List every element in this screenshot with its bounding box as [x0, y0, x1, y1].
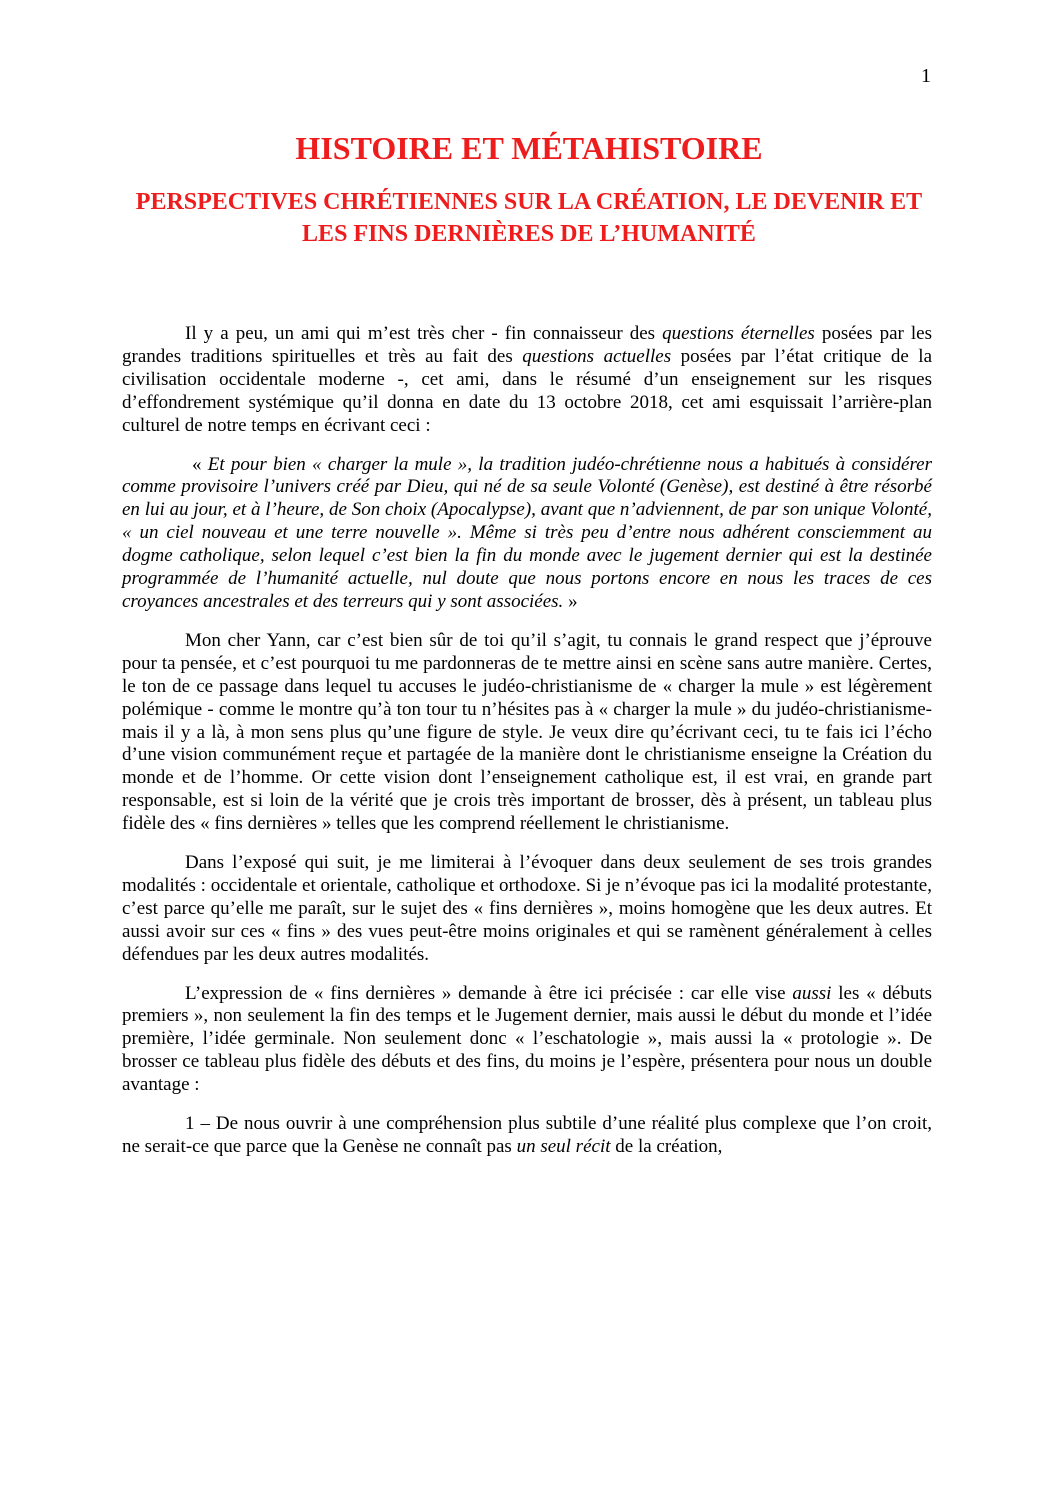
emphasis-aussi: aussi	[792, 982, 832, 1004]
paragraph-intro: Il y a peu, un ami qui m’est très cher - fin connaisseur des questions éternelles posées par les grandes traditions spirituelles et très au fait des questions actuelles posées par l’état critique de la civilisation occidentale moderne -, cet ami, dans le résumé d’un enseignement sur les risques d’effondrement systémique qu’il donna en date du 13 octobre 2018, cet ami esquissait l’arrière-plan culturel de notre temps en écrivant ceci :	[122, 323, 932, 436]
paragraph-point-1: 1 – De nous ouvrir à une compréhension plus subtile d’une réalité plus complexe que l’on croit, ne serait-ce que parce que la Genèse ne connaît pas un seul récit de la création,	[122, 1113, 932, 1157]
paragraph-yann: Mon cher Yann, car c’est bien sûr de toi qu’il s’agit, tu connais le grand respect que j’éprouve pour ta pensée, et c’est pourquoi tu me pardonneras de te mettre ainsi en scène sans autre manière. Certes, le ton de ce passage dans lequel tu accuses le judéo-christianisme de « charger la mule » est légèrement polémique - comme le montre qu’à ton tour tu n’hésites pas à « charger la mule » du judéo-christianisme- mais il y a là, à mon sens plus qu’une figure de style. Je veux dire qu’écrivant ceci, tu te fais ici l’écho d’une vision communément reçue et partagée de la manière dont le christianisme enseigne la Création du monde et de l’homme. Or cette vision dont l’enseignement catholique est, il est vrai, en grande part responsable, est si loin de la vérité que je crois très important de brosser, dès à présent, un tableau plus fidèle des « fins dernières » telles que les comprend réellement le christianisme.	[122, 629, 932, 835]
document-subtitle: PERSPECTIVES CHRÉTIENNES SUR LA CRÉATION, LE DEVENIR ET LES FINS DERNIÈRES DE L’HUMANITÉ	[135, 189, 923, 247]
paragraph-fins-dernieres: L’expression de « fins dernières » demande à être ici précisée : car elle vise aussi les « débuts premiers », non seulement la fin des temps et le Jugement dernier, mais aussi le début du monde et l’idée première, l’idée germinale. Non seulement donc « l’eschatologie », mais aussi la « protologie ». De brosser ce tableau plus fidèle des débuts et des fins, du moins je l’espère, présentera pour nous un double avantage :	[122, 982, 932, 1096]
emphasis-questions-eternelles: questions éternelles	[662, 323, 815, 344]
emphasis-questions-actuelles: questions actuelles	[522, 345, 672, 367]
document-body	[122, 323, 932, 1159]
document-title: HISTOIRE ET MÉTAHISTOIRE	[295, 130, 763, 166]
paragraph-modalites: Dans l’exposé qui suit, je me limiterai à l’évoquer dans deux seulement de ses trois grandes modalités : occidentale et orientale, catholique et orthodoxe. Si je n’évoque pas ici la modalité protestante, c’est parce qu’elle me paraît, sur le sujet des « fins dernières », moins homogène que les deux autres. Et aussi avoir sur ces « fins » des vues peut-être moins originales et qui se ramènent généralement à celles défendues par les deux autres modalités.	[122, 852, 932, 965]
quoted-passage: « Et pour bien « charger la mule », la tradition judéo-chrétienne nous a habitués à considérer comme provisoire l’univers créé par Dieu, qui né de sa seule Volonté (Genèse), est destiné à être résorbé en lui au jour, et à l’heure, de Son choix (Apocalypse), avant que n’adviennent, de par son unique Volonté, « un ciel nouveau et une terre nouvelle ». Même si très peu d’entre nous adhérent consciemment au dogme catholique, selon lequel c’est bien la fin du monde avec le jugement dernier qui est la destinée programmée de l’humanité actuelle, nul doute que nous portons encore en nous les traces de ces croyances ancestrales et des terreurs qui y sont associées. »	[122, 453, 932, 612]
emphasis-un-seul-recit: un seul récit	[516, 1136, 611, 1157]
page-number: 1	[921, 65, 931, 87]
